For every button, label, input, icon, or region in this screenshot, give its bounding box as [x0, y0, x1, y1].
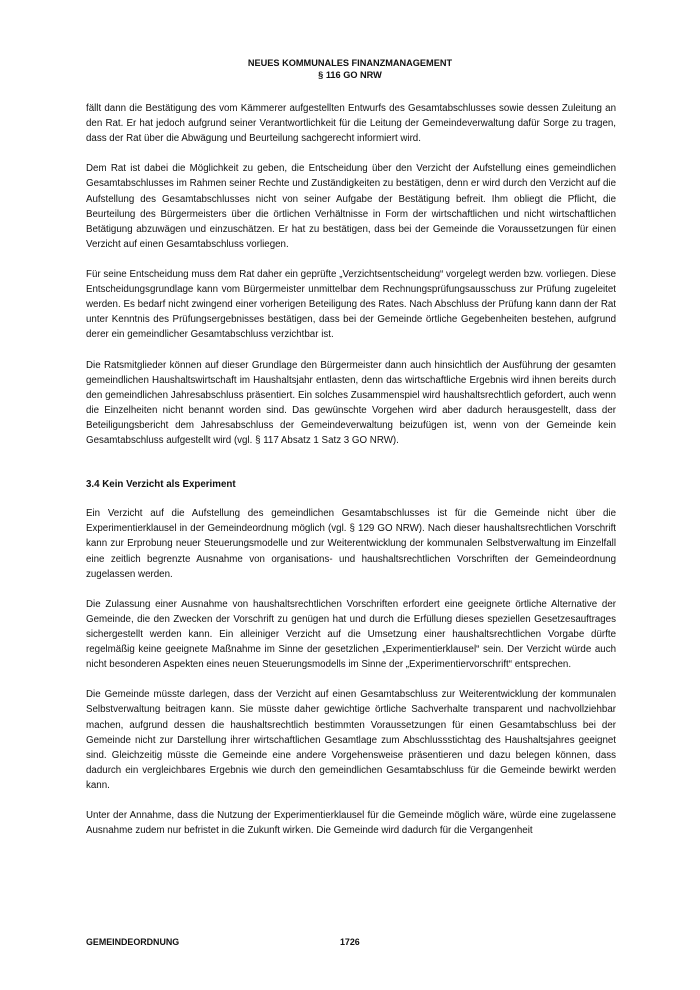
- header-section-ref: § 116 GO NRW: [318, 70, 382, 80]
- page-footer: [86, 937, 616, 951]
- paragraph: Dem Rat ist dabei die Möglichkeit zu geben, die Entscheidung über den Verzicht der Aufstellung eines gemeindlichen Gesamtabschlusses im Rahmen seiner Rechte und Zuständigkeiten zu bestätigen, denn er wird durch den Verzicht auf die Aufstellung des Gesamtabschlusses nicht von seiner Aufgabe der Bestätigung befreit. Ihm obliegt die Pflicht, die Beurteilung des Bürgermeisters über die örtlichen Verhältnisse in Form der wirtschaftlichen und nicht wirtschaftlichen Betätigung abzuwägen und einzuschätzen. Er hat zu bestätigen, dass bei der Gemeinde die Voraussetzungen für einen Verzicht auf einen Gesamtabschluss vorliegen.: [86, 163, 616, 250]
- section-heading: 3.4 Kein Verzicht als Experiment: [86, 479, 236, 491]
- document-body: [86, 101, 616, 853]
- paragraph: Die Ratsmitglieder können auf dieser Grundlage den Bürgermeister dann auch hinsichtlich der Ausführung der gesamten gemeindlichen Haushaltswirtschaft im Haushaltsjahr entlasten, denn das wirtschaftliche Ergebnis wird ihnen bereits durch den gemeindlichen Jahresabschluss präsentiert. Ein solches Zusammenspiel wird haushaltsrechtlich gefordert, auch wenn die Einzelheiten nicht benannt worden sind. Das gewünschte Vorgehen wird aber dadurch herausgestellt, dass der Beteiligungsbericht dem Jahresabschluss der Gemeindeverwaltung beizufügen ist, wenn von der Gemeinde kein Gesamtabschluss aufgestellt wird (vgl. § 117 Absatz 1 Satz 3 GO NRW).: [86, 359, 616, 447]
- paragraph: fällt dann die Bestätigung des vom Kämmerer aufgestellten Entwurfs des Gesamtabschlusses sowie dessen Zuleitung an den Rat. Er hat jedoch aufgrund seiner Verantwortlichkeit für die Leitung der Gemeindeverwaltung dafür Sorge zu tragen, dass der Rat über die Abwägung und Beurteilung sachgerecht informiert wird.: [86, 103, 616, 145]
- header-title: NEUES KOMMUNALES FINANZMANAGEMENT: [247, 58, 453, 68]
- paragraph: Die Gemeinde müsste darlegen, dass der Verzicht auf einen Gesamtabschluss zur Weiterentwicklung der kommunalen Selbstverwaltung beitragen kann. Sie müsste daher gewichtige örtliche Sachverhalte transparent und nachvollziehbar machen, aufgrund dessen die haushaltsrechtlich bestimmten Voraussetzungen für einen Gesamtabschluss bei der Gemeinde nicht zur Darstellung ihrer wirtschaftlichen Gesamtlage zum Abschlussstichtag des Haushaltsjahres geeignet sind. Gleichzeitig müsste die Gemeinde eine andere Vorgehensweise präsentieren und dazu belegen können, dass dadurch ein vergleichbares Ergebnis wie durch den gemeindlichen Gesamtabschluss für die Gemeinde bewirkt werden kann.: [86, 689, 616, 791]
- page-number: 1726: [340, 937, 360, 947]
- footer-title: GEMEINDEORDNUNG: [86, 937, 180, 947]
- paragraph: Für seine Entscheidung muss dem Rat daher ein geprüfte „Verzichtsentscheidung“ vorgelegt werden bzw. vorliegen. Diese Entscheidungsgrundlage kann vom Bürgermeister unmittelbar dem Rechnungsprüfungsausschuss zur Prüfung zugeleitet werden. Es bedarf nicht zwingend einer vorherigen Beteiligung des Rates. Nach Abschluss der Prüfung kann dann der Rat unter Kenntnis des Prüfungsergebnisses bestätigen, dass bei der Gemeinde örtliche Gegebenheiten bestehen, aufgrund derer ein gemeindlicher Gesamtabschluss verzichtbar ist.: [86, 269, 616, 341]
- paragraph: Die Zulassung einer Ausnahme von haushaltsrechtlichen Vorschriften erfordert eine geeignete örtliche Alternative der Gemeinde, die den Zwecken der Vorschrift zu genügen hat und durch die Erfüllung dieses speziellen Gesetzesauftrages sichergestellt werden kann. Ein alleiniger Verzicht auf die Umsetzung einer haushaltsrechtlichen Vorgabe dürfte regelmäßig keine geeignete Maßnahme im Sinne der gesetzlichen „Experimentierklausel“ sein. Der Verzicht würde auch nicht besonderen Aspekten eines neuen Steuerungsmodells im Sinne der „Experimentiervorschrift“ entsprechen.: [86, 598, 616, 671]
- page-header: [0, 57, 700, 81]
- paragraph: Unter der Annahme, dass die Nutzung der Experimentierklausel für die Gemeinde möglich wäre, würde eine zugelassene Ausnahme zudem nur befristet in die Zukunft wirken. Die Gemeinde wird dadurch für die Vergangenheit: [86, 810, 616, 837]
- paragraph: Ein Verzicht auf die Aufstellung des gemeindlichen Gesamtabschlusses ist für die Gemeinde nicht über die Experimentierklausel in der Gemeindeordnung möglich (vgl. § 129 GO NRW). Nach dieser haushaltsrechtlichen Vorschrift kann zur Erprobung neuer Steuerungsmodelle und zur Weiterentwicklung der kommunalen Selbstverwaltung im Einzelfall eine zeitlich begrenzte Ausnahme von organisations- und haushaltsrechtlichen Vorschriften der Gemeindeordnung zugelassen werden.: [86, 508, 616, 580]
